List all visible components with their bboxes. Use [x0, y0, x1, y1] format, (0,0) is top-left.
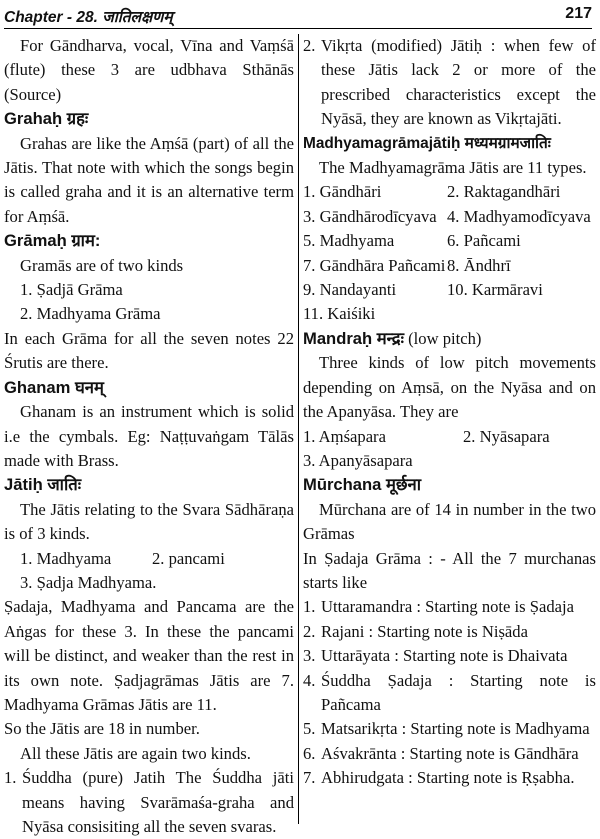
left-column [4, 34, 294, 836]
item-number: 3. [303, 646, 316, 666]
list-item: 3. Apanyāsapara [303, 450, 413, 470]
list-item: 2. pancami [152, 548, 225, 568]
chapter-title: Chapter - 28. जातिलक्षणम् [4, 9, 173, 26]
list-item [303, 717, 596, 741]
paragraph-jatis: The Jātis relating to the Svara Sādhāraṇa is of 3 kinds. [4, 499, 294, 544]
item-text: Uttaramandra : Starting note is Ṣadaja [321, 597, 574, 617]
list-item: 1. Gāndhāri [303, 182, 382, 202]
heading-note: (low pitch) [408, 328, 482, 348]
list-item: 1. Ṣadjā Grāma [20, 280, 123, 300]
list-row [303, 254, 596, 278]
item-text: Śuddha (pure) Jatih The Śuddha jāti means having Svarāmaśa-graha and Nyāsa consisiting all the seven svaras. [22, 768, 294, 836]
paragraph-mandrah: Three kinds of low pitch movements depending on Aṃsā, on the Nyāsa and on the Apanyāsa. They are [303, 353, 596, 422]
right-column [303, 34, 596, 828]
list-item: 9. Nandayanti [303, 280, 397, 300]
heading-gramah: Grāmaḥ ग्राम: [4, 231, 101, 251]
list-item: 7. Gāndhāra Pañcami [303, 255, 446, 275]
list-item: 11. Kaiśiki [303, 304, 376, 324]
list-item: 1. Aṃśapara [303, 426, 386, 446]
paragraph-sadaja: Ṣadaja, Madhyama and Pancama are the Aṅgas for these 3. In these the pancami will be distinct, and weaker than the rest in its own note. Ṣadjagrāmas Jātis are 7. Madhyama Grāmas Jātis are 11. [4, 597, 294, 714]
list-item: 8. Āndhrī [447, 255, 511, 275]
list-item: 1. Madhyama [20, 548, 112, 568]
heading-grahah: Grahaḥ ग्रहः [4, 109, 89, 129]
column-divider [298, 34, 299, 824]
list-item: 5. Madhyama [303, 231, 395, 251]
list-item: 4. Madhyamodīcyava [447, 206, 591, 226]
item-text: Uttarāyata : Starting note is Dhaivata [321, 646, 568, 666]
heading-mandrah-row [303, 327, 596, 351]
list-item: 2. Raktagandhāri [447, 182, 561, 202]
list-item-vikrta [303, 34, 596, 132]
list-item: 10. Karmāravi [447, 280, 543, 300]
running-header [4, 2, 592, 29]
paragraph-ghanam: Ghanam is an instrument which is solid i.e the cymbals. Eg: Naṭṭuvaṅgam Tālās made with Brass. [4, 402, 294, 470]
page-number: 217 [565, 5, 592, 22]
item-text: Matsarikṛta : Starting note is Madhyama [321, 719, 590, 739]
paragraph-total: So the Jātis are 18 in number. [4, 719, 200, 739]
paragraph-murchana: Mūrchana are of 14 in number in the two Grāmas [303, 499, 596, 544]
list-item: 6. Pañcami [447, 231, 521, 251]
list-row [4, 547, 294, 571]
list-item-suddha [4, 766, 294, 839]
list-item [303, 595, 596, 619]
list-item [303, 669, 596, 718]
list-item: 3. Ṣadja Madhyama. [20, 572, 157, 592]
heading-murchana: Mūrchana मूर्छना [303, 475, 422, 495]
item-number: 2. [303, 36, 316, 55]
item-text: Vikṛta (modified) Jātiḥ : when few of these Jātis lack 2 or more of the prescribed characteristics except the Nyāsā, they are known as Vikṛtajāti. [321, 36, 596, 129]
list-row [303, 278, 596, 302]
item-text: Śuddha Ṣadaja : Starting note is Pañcama [321, 670, 596, 714]
paragraph-sadaja-grama: In Ṣadaja Grāma : - All the 7 murchanas starts like [303, 548, 596, 592]
list-item: 2. Nyāsapara [463, 426, 550, 446]
list-item [303, 644, 596, 668]
heading-ghanam: Ghanam घनम् [4, 377, 104, 397]
list-item: 2. Madhyama Grāma [20, 304, 161, 324]
list-item: 3. Gāndhārodīcyava [303, 206, 437, 226]
paragraph-gramas: Gramās are of two kinds [20, 255, 184, 275]
paragraph-grahah: Grahas are like the Aṃśā (part) of all the Jātis. That note with which the songs begin is called graha and it is an alternative term for Aṃśā. [4, 133, 294, 226]
heading-mandrah: Mandraḥ मन्द्रः [303, 328, 404, 348]
item-number: 4. [303, 670, 316, 690]
item-number: 1. [4, 768, 17, 788]
list-row [303, 229, 596, 253]
paragraph-srutis: In each Grāma for all the seven notes 22 Śrutis are there. [4, 328, 294, 373]
item-number: 1. [303, 597, 316, 617]
list-item [303, 742, 596, 766]
item-text: Rajani : Starting note is Niṣāda [321, 621, 528, 641]
list-row [303, 180, 596, 204]
item-text: Abhirudgata : Starting note is Ṛṣabha. [321, 768, 575, 788]
item-number: 6. [303, 743, 316, 763]
list-row [303, 205, 596, 229]
list-item [303, 620, 596, 644]
item-text: Aśvakrānta : Starting note is Gāndhāra [321, 743, 579, 763]
list-item [303, 766, 596, 790]
paragraph-gandharva: For Gāndharva, vocal, Vīna and Vaṃśā (flute) these 3 are udbhava Sthānās (Source) [4, 36, 294, 104]
heading-jatih: Jātiḥ जातिः [4, 475, 82, 495]
heading-madhyama: Madhyamagrāmajātiḥ मध्यमग्रामजातिः [303, 134, 551, 152]
item-number: 5. [303, 719, 316, 739]
paragraph-two-kinds: All these Jātis are again two kinds. [20, 743, 251, 763]
item-number: 2. [303, 621, 316, 641]
murchana-list [303, 595, 596, 790]
item-number: 7. [303, 768, 316, 788]
jati-types-list [303, 180, 596, 302]
list-row [303, 425, 596, 449]
paragraph-madhyama: The Madhyamagrāma Jātis are 11 types. [319, 158, 587, 178]
